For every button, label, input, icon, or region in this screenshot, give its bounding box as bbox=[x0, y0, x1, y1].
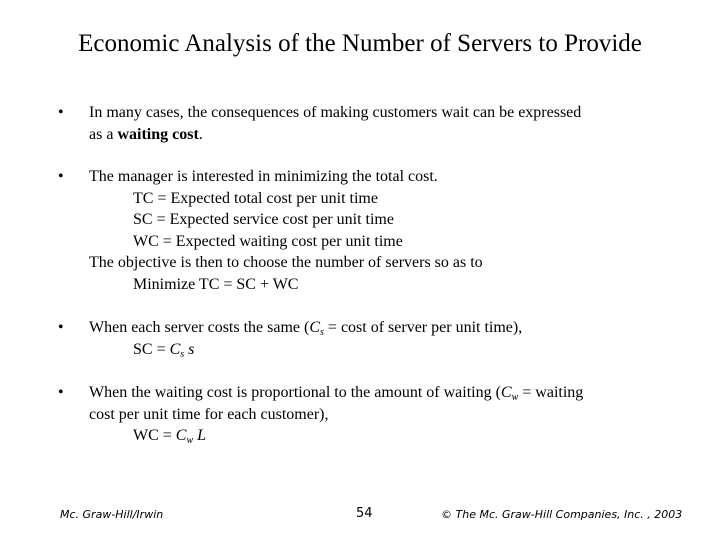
sc-equation-pre: SC = bbox=[133, 340, 170, 358]
bullet-3-marker: • bbox=[58, 319, 64, 336]
bullet-3-text bbox=[89, 317, 689, 360]
page-number: 54 bbox=[356, 506, 373, 521]
bullet-4-line-2: cost per unit time for each customer), bbox=[89, 405, 329, 423]
bullet-4-line-1-post: = waiting bbox=[518, 384, 584, 401]
cw-subscript: w bbox=[511, 392, 519, 403]
bullet-2-text bbox=[89, 166, 689, 295]
bullet-4-line-1 bbox=[89, 382, 689, 404]
bullet-4-marker: • bbox=[58, 384, 64, 401]
waiting-cost-term: waiting cost bbox=[117, 125, 199, 143]
wc-definition: WC = Expected waiting cost per unit time bbox=[133, 232, 403, 250]
wc-equation bbox=[89, 425, 689, 447]
wc-equation-subscript: w bbox=[186, 435, 194, 446]
minimize-equation: Minimize TC = SC + WC bbox=[133, 275, 299, 293]
bullet-3-line-1-post: = cost of server per unit time), bbox=[323, 319, 523, 336]
slide-title: Economic Analysis of the Number of Servers to Provide bbox=[78, 30, 642, 57]
sc-equation-subscript: s bbox=[180, 348, 185, 360]
bullet-1-marker: • bbox=[58, 104, 64, 121]
cs-subscript: s bbox=[320, 327, 324, 338]
bullet-3-line-1-pre: When each server costs the same ( bbox=[89, 319, 310, 336]
tc-definition: TC = Expected total cost per unit time bbox=[133, 189, 378, 207]
cs-symbol: C bbox=[309, 319, 321, 336]
bullet-1-line-2-post: . bbox=[198, 125, 203, 143]
wc-equation-l: L bbox=[197, 427, 207, 444]
bullet-2-marker: • bbox=[58, 168, 64, 185]
bullet-4-text bbox=[89, 382, 689, 447]
bullet-1-line-2 bbox=[89, 124, 689, 146]
bullet-1-line-1: In many cases, the consequences of making customers wait can be expressed bbox=[89, 104, 582, 121]
bullet-1-line-2-pre: as a bbox=[89, 125, 118, 143]
wc-equation-pre: WC = bbox=[133, 427, 176, 444]
wc-equation-c: C bbox=[175, 427, 187, 444]
sc-equation-c: C bbox=[169, 340, 181, 358]
bullet-1-text bbox=[89, 102, 689, 145]
cw-symbol: C bbox=[500, 384, 512, 401]
sc-definition: SC = Expected service cost per unit time bbox=[133, 211, 394, 228]
footer-copyright: © The Mc. Graw-Hill Companies, Inc. , 2003 bbox=[441, 508, 683, 521]
sc-equation-s: s bbox=[188, 340, 195, 358]
footer-publisher: Mc. Graw-Hill/Irwin bbox=[60, 508, 164, 521]
bullet-3-line-1 bbox=[89, 317, 689, 339]
objective-line: The objective is then to choose the number of servers so as to bbox=[89, 254, 483, 271]
bullet-2-line-1: The manager is interested in minimizing the total cost. bbox=[89, 168, 438, 185]
sc-equation bbox=[89, 339, 689, 361]
bullet-4-line-1-pre: When the waiting cost is proportional to the amount of waiting ( bbox=[89, 384, 501, 401]
